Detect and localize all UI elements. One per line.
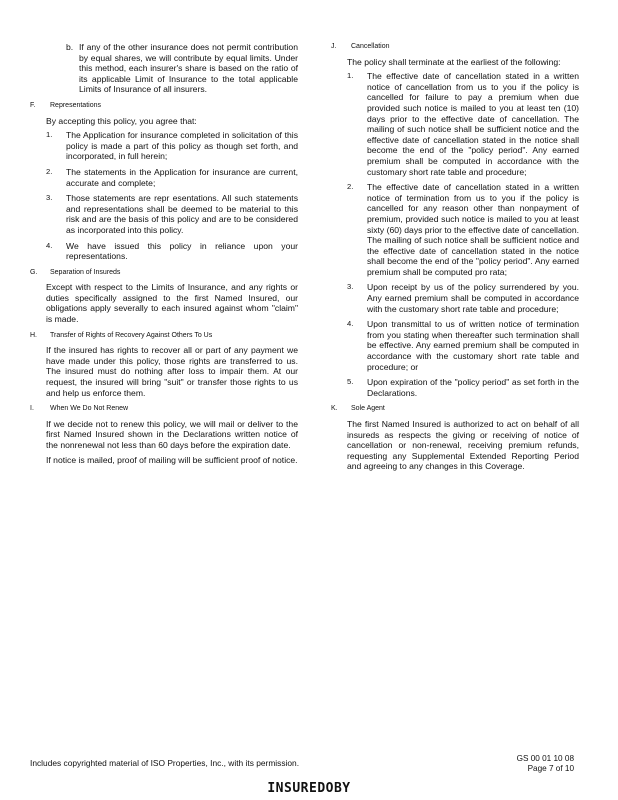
item-number: 1. [347,71,354,81]
section-heading-cancellation [331,42,579,53]
section-heading-transfer-of-rights [30,331,298,342]
other-insurance-item-b [66,42,298,95]
section-title: Sole Agent [351,405,385,413]
section-intro: By accepting this policy, you agree that: [46,115,197,126]
form-number: GS 00 01 10 08 [516,754,574,763]
section-title: Representations [50,101,101,109]
section-heading-separation-of-insureds [30,268,298,279]
list-item [347,377,579,398]
section-title: Separation of Insureds [50,268,121,276]
list-item [46,193,298,235]
section-heading-representations [30,101,298,112]
section-heading-when-we-do-not-renew [30,404,298,415]
section-letter: J. [331,43,337,50]
section-paragraph: If we decide not to renew this policy, we will mail or deliver to the first Named Insured shown in the Declarations written notice of the nonrenewal not less than 60 days before the expiration date. [46,418,298,450]
item-text: Upon transmittal to us of written notice of termination from you stating when thereafter such termination shall be effective. Any earned premium shall be computed in accordance with the customary short rate table and procedure; or [367,319,579,372]
item-text: We have issued this policy in reliance upon your representations. [66,240,298,262]
form-footer [494,754,574,774]
section-paragraph: Except with respect to the Limits of Insurance, and any rights or duties specifically assigned to the first Named Insured, our obligations apply severally to each insured against whom "claim" is made. [46,282,298,325]
item-number: 1. [46,130,53,140]
item-number: 2. [46,166,53,176]
list-item [347,282,579,314]
item-number: b. [66,42,74,52]
section-title: Cancellation [351,43,390,50]
item-text: The Application for insurance completed in solicitation of this policy is made a part of this policy as though set forth, and incorporated, in full herein; [66,130,298,162]
watermark: INSUREDOBY [267,781,351,796]
section-title: When We Do Not Renew [50,405,129,413]
section-letter: H. [30,331,37,339]
copyright-notice: Includes copyrighted material of ISO Properties, Inc., with its permission. [30,758,300,768]
list-item [347,71,579,177]
item-text: If any of the other insurance does not permit contribution by equal shares, we will contribute by equal limits. Under this method, each insurer's share is based on the ratio of its applicable Limit of Insurance to the total applicable Limits of Insurance of all insurers. [79,42,298,95]
item-number: 3. [347,282,354,292]
item-number: 4. [46,240,53,250]
list-item [46,167,298,188]
item-text: Upon receipt by us of the policy surrendered by you. Any earned premium shall be computed in accordance with the customary short rate table and procedure; [367,282,579,314]
item-text: The effective date of cancellation stated in a written notice of cancellation from us to you if the policy is cancelled for failure to pay a premium when due provided such notice is mailed to you at least ten (10) days prior to the effective date of cancellation. The mailing of such notice shall be sufficient notice and the effective date of cancellation stated in the notice shall become the end of the "policy period". Any earned premium shall be computed in accordance with the customary short rate table and procedure; [367,71,579,177]
item-number: 5. [347,377,354,387]
list-item [347,319,579,372]
section-letter: F. [30,101,36,109]
list-item [46,130,298,162]
section-paragraph: If the insured has rights to recover all or part of any payment we have made under this policy, those rights are transferred to us. The insured must do nothing after loss to impair them. At our request, the insured will bring "suit" or transfer those rights to us and help us enforce them. [46,345,298,398]
section-title: Transfer of Rights of Recovery Against Others To Us [50,331,213,339]
item-text: The statements in the Application for insurance are current, accurate and complete; [66,166,298,188]
section-heading-sole-agent [331,404,579,415]
right-column [331,42,579,472]
item-number: 3. [46,193,53,203]
list-item [46,241,298,262]
section-paragraph: If notice is mailed, proof of mailing will be sufficient proof of notice. [46,454,298,465]
section-letter: I. [30,405,34,413]
list-item [347,182,579,277]
section-paragraph: The first Named Insured is authorized to act on behalf of all insureds as respects the giving or receiving of notice of cancellation or non-renewal, receiving premium refunds, requesting any Supplemental Extended Reporting Period and agreeing to any changes in this Coverage. [347,419,579,472]
item-text: Those statements are repr esentations. All such statements and representations shall be deemed to be material to this risk and are the basis of this policy and are to be considered as incorporated into this policy. [66,193,298,235]
page-number: Page 7 of 10 [527,764,574,773]
item-text: The effective date of cancellation stated in a written notice of termination from us to you if the policy is cancelled for any reason other than nonpayment of premium, provided such notice is mailed to you at least sixty (60) days prior to the effective date of cancellation. The mailing of such notice shall be sufficient notice and the effective date of cancellation stated in the notice shall become the end of the "policy period". Any earned premium shall be computed pro rata; [367,182,579,277]
item-number: 4. [347,319,354,329]
section-intro: The policy shall terminate at the earliest of the following: [347,56,561,67]
left-column [30,42,298,465]
section-letter: K. [331,405,338,413]
item-text: Upon expiration of the "policy period" as set forth in the Declarations. [367,377,579,398]
item-number: 2. [347,182,354,192]
section-letter: G. [30,268,38,276]
